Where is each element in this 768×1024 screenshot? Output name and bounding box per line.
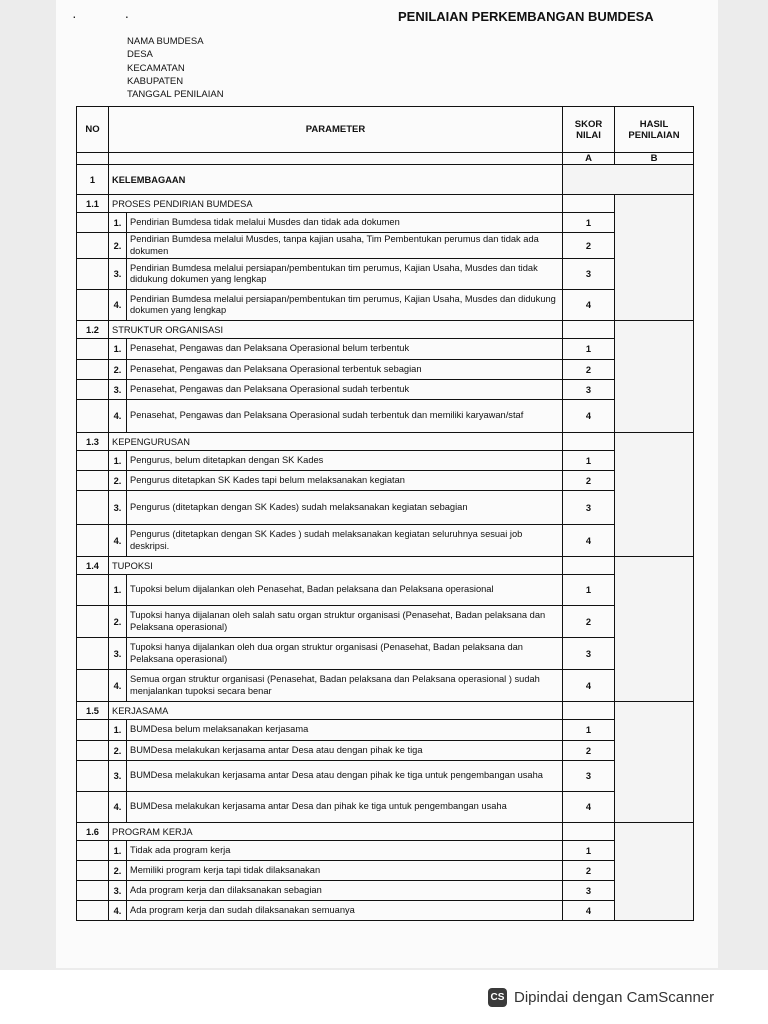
empty-cell — [563, 433, 615, 451]
code-row — [77, 153, 694, 165]
empty-cell — [77, 471, 109, 491]
score-value: 2 — [563, 471, 615, 491]
meta-field: TANGGAL PENILAIAN — [127, 89, 224, 101]
criteria-row — [77, 606, 694, 638]
criteria-row — [77, 881, 694, 901]
category-no: 1 — [77, 165, 109, 195]
item-number: 2. — [109, 471, 127, 491]
score-value: 1 — [563, 213, 615, 233]
score-value: 4 — [563, 901, 615, 921]
col-parameter-header: PARAMETER — [109, 107, 563, 153]
section-label: TUPOKSI — [109, 557, 563, 575]
criteria-row — [77, 471, 694, 491]
criteria-text: Penasehat, Pengawas dan Pelaksana Operasional sudah terbentuk dan memiliki karyawan/staf — [127, 400, 563, 433]
item-number: 1. — [109, 841, 127, 861]
item-number: 4. — [109, 670, 127, 702]
empty-cell — [77, 881, 109, 901]
empty-cell — [77, 153, 109, 165]
criteria-text: Ada program kerja dan sudah dilaksanakan semuanya — [127, 901, 563, 921]
section-label: KEPENGURUSAN — [109, 433, 563, 451]
item-number: 2. — [109, 233, 127, 259]
score-value: 4 — [563, 525, 615, 557]
section-row — [77, 557, 694, 575]
scan-marks: · · — [72, 8, 152, 24]
category-row — [77, 165, 694, 195]
criteria-row — [77, 575, 694, 606]
criteria-text: Pendirian Bumdesa melalui persiapan/pembentukan tim perumus, Kajian Usaha, Musdes dan tidak didukung dokumen yang lengkap — [127, 259, 563, 290]
criteria-row — [77, 525, 694, 557]
score-value: 2 — [563, 741, 615, 761]
criteria-row — [77, 861, 694, 881]
item-number: 1. — [109, 451, 127, 471]
empty-cell — [77, 259, 109, 290]
score-header-line: NILAI — [576, 129, 601, 141]
section-no: 1.3 — [77, 433, 109, 451]
score-value: 4 — [563, 400, 615, 433]
criteria-row — [77, 380, 694, 400]
empty-cell — [77, 233, 109, 259]
empty-cell — [77, 525, 109, 557]
item-number: 2. — [109, 741, 127, 761]
item-number: 4. — [109, 290, 127, 321]
criteria-text: BUMDesa melakukan kerjasama antar Desa dan pihak ke tiga untuk pengembangan usaha — [127, 792, 563, 823]
item-number: 3. — [109, 761, 127, 792]
criteria-text: Penasehat, Pengawas dan Pelaksana Operasional belum terbentuk — [127, 339, 563, 360]
header-row — [77, 107, 694, 153]
meta-field: KECAMATAN — [127, 62, 185, 74]
empty-cell — [77, 841, 109, 861]
result-cell — [615, 823, 694, 921]
criteria-row — [77, 901, 694, 921]
item-number: 4. — [109, 525, 127, 557]
criteria-text: Semua organ struktur organisasi (Penasehat, Badan pelaksana dan Pelaksana operasional ) sudah menjalankan tupoksi secara benar — [127, 670, 563, 702]
identity-fields — [127, 35, 224, 101]
item-number: 3. — [109, 881, 127, 901]
score-value: 1 — [563, 339, 615, 360]
criteria-text: Pengurus (ditetapkan dengan SK Kades) sudah melaksanakan kegiatan sebagian — [127, 491, 563, 525]
criteria-row — [77, 720, 694, 741]
criteria-text: Penasehat, Pengawas dan Pelaksana Operasional terbentuk sebagian — [127, 360, 563, 380]
empty-cell — [77, 861, 109, 881]
criteria-row — [77, 339, 694, 360]
criteria-text: Pengurus ditetapkan SK Kades tapi belum melaksanakan kegiatan — [127, 471, 563, 491]
empty-cell — [77, 380, 109, 400]
col-result-header — [615, 107, 694, 153]
score-value: 3 — [563, 638, 615, 670]
score-value: 1 — [563, 720, 615, 741]
criteria-text: Pendirian Bumdesa melalui Musdes, tanpa kajian usaha, Tim Pembentukan perumus dan tidak ada dokumen — [127, 233, 563, 259]
item-number: 2. — [109, 606, 127, 638]
section-no: 1.5 — [77, 702, 109, 720]
result-cell — [615, 557, 694, 702]
page-title: PENILAIAN PERKEMBANGAN BUMDESA — [398, 9, 654, 24]
score-value: 3 — [563, 881, 615, 901]
section-label: PROSES PENDIRIAN BUMDESA — [109, 195, 563, 213]
empty-cell — [563, 557, 615, 575]
item-number: 4. — [109, 792, 127, 823]
camscanner-logo: CS — [488, 988, 507, 1007]
score-value: 2 — [563, 861, 615, 881]
empty-cell — [77, 400, 109, 433]
empty-cell — [77, 720, 109, 741]
category-label: KELEMBAGAAN — [109, 165, 563, 195]
criteria-text: Memiliki program kerja tapi tidak dilaksanakan — [127, 861, 563, 881]
item-number: 4. — [109, 901, 127, 921]
score-header-line: SKOR — [574, 118, 603, 130]
item-number: 4. — [109, 400, 127, 433]
item-number: 1. — [109, 339, 127, 360]
empty-cell — [563, 321, 615, 339]
criteria-text: BUMDesa melakukan kerjasama antar Desa atau dengan pihak ke tiga — [127, 741, 563, 761]
section-label: KERJASAMA — [109, 702, 563, 720]
criteria-text: Tupoksi hanya dijalankan oleh dua organ struktur organisasi (Penasehat, Badan pelaksana dan Pelaksana operasional) — [127, 638, 563, 670]
item-number: 1. — [109, 575, 127, 606]
result-cell — [615, 321, 694, 433]
result-header-line: HASIL — [639, 118, 669, 130]
criteria-text: Pengurus, belum ditetapkan dengan SK Kades — [127, 451, 563, 471]
empty-cell — [563, 195, 615, 213]
item-number: 2. — [109, 360, 127, 380]
section-no: 1.1 — [77, 195, 109, 213]
item-number: 1. — [109, 213, 127, 233]
col-no-header: NO — [77, 107, 109, 153]
camscanner-watermark — [488, 988, 714, 1007]
score-value: 2 — [563, 606, 615, 638]
assessment-table — [76, 106, 694, 921]
criteria-row — [77, 638, 694, 670]
score-value: 1 — [563, 841, 615, 861]
empty-cell — [77, 491, 109, 525]
item-number: 3. — [109, 380, 127, 400]
criteria-row — [77, 491, 694, 525]
empty-cell — [77, 670, 109, 702]
empty-cell — [77, 339, 109, 360]
score-value: 3 — [563, 259, 615, 290]
section-label: PROGRAM KERJA — [109, 823, 563, 841]
empty-cell — [563, 823, 615, 841]
empty-cell — [77, 901, 109, 921]
empty-cell — [77, 290, 109, 321]
section-no: 1.4 — [77, 557, 109, 575]
score-code: A — [563, 153, 615, 165]
criteria-text: Pendirian Bumdesa tidak melalui Musdes dan tidak ada dokumen — [127, 213, 563, 233]
criteria-row — [77, 233, 694, 259]
criteria-text: Penasehat, Pengawas dan Pelaksana Operasional sudah terbentuk — [127, 380, 563, 400]
item-number: 2. — [109, 861, 127, 881]
criteria-row — [77, 761, 694, 792]
section-no: 1.6 — [77, 823, 109, 841]
criteria-row — [77, 741, 694, 761]
score-value: 4 — [563, 290, 615, 321]
section-row — [77, 321, 694, 339]
result-cell — [615, 702, 694, 823]
item-number: 3. — [109, 491, 127, 525]
empty-cell — [77, 575, 109, 606]
result-cell — [615, 433, 694, 557]
meta-field: KABUPATEN — [127, 75, 184, 87]
item-number: 3. — [109, 259, 127, 290]
section-row — [77, 195, 694, 213]
criteria-row — [77, 451, 694, 471]
meta-field: DESA — [127, 49, 153, 61]
score-value: 4 — [563, 670, 615, 702]
criteria-text: Pengurus (ditetapkan dengan SK Kades ) sudah melaksanakan kegiatan seluruhnya sesuai job deskripsi. — [127, 525, 563, 557]
score-value: 2 — [563, 233, 615, 259]
criteria-row — [77, 259, 694, 290]
score-value: 1 — [563, 451, 615, 471]
section-row — [77, 433, 694, 451]
watermark-text: Dipindai dengan CamScanner — [514, 989, 715, 1006]
result-code: B — [615, 153, 694, 165]
criteria-text: BUMDesa belum melaksanakan kerjasama — [127, 720, 563, 741]
criteria-row — [77, 360, 694, 380]
empty-cell — [77, 761, 109, 792]
score-value: 3 — [563, 761, 615, 792]
criteria-text: Pendirian Bumdesa melalui persiapan/pembentukan tim perumus, Kajian Usaha, Musdes dan didukung dokumen yang lengkap — [127, 290, 563, 321]
section-row — [77, 702, 694, 720]
result-cell — [615, 195, 694, 321]
col-score-header — [563, 107, 615, 153]
empty-cell — [563, 702, 615, 720]
criteria-row — [77, 290, 694, 321]
table-body — [77, 165, 694, 921]
criteria-row — [77, 841, 694, 861]
criteria-row — [77, 400, 694, 433]
score-value: 2 — [563, 360, 615, 380]
score-value: 1 — [563, 575, 615, 606]
empty-cell — [77, 741, 109, 761]
item-number: 1. — [109, 720, 127, 741]
section-row — [77, 823, 694, 841]
score-value: 4 — [563, 792, 615, 823]
criteria-row — [77, 213, 694, 233]
section-no: 1.2 — [77, 321, 109, 339]
empty-cell — [77, 360, 109, 380]
empty-cell — [77, 792, 109, 823]
empty-cell — [109, 153, 563, 165]
result-header-line: PENILAIAN — [628, 129, 680, 141]
criteria-text: Ada program kerja dan dilaksanakan sebagian — [127, 881, 563, 901]
empty-cell — [563, 165, 694, 195]
empty-cell — [77, 213, 109, 233]
empty-cell — [77, 638, 109, 670]
meta-field: NAMA BUMDESA — [127, 36, 204, 47]
empty-cell — [77, 606, 109, 638]
criteria-text: Tupoksi belum dijalankan oleh Penasehat, Badan pelaksana dan Pelaksana operasional — [127, 575, 563, 606]
criteria-text: Tupoksi hanya dijalanan oleh salah satu organ struktur organisasi (Penasehat, Badan pelaksana dan Pelaksana operasional) — [127, 606, 563, 638]
criteria-text: BUMDesa melakukan kerjasama antar Desa atau dengan pihak ke tiga untuk pengembangan usaha — [127, 761, 563, 792]
score-value: 3 — [563, 491, 615, 525]
section-label: STRUKTUR ORGANISASI — [109, 321, 563, 339]
empty-cell — [77, 451, 109, 471]
criteria-text: Tidak ada program kerja — [127, 841, 563, 861]
criteria-row — [77, 792, 694, 823]
criteria-row — [77, 670, 694, 702]
score-value: 3 — [563, 380, 615, 400]
item-number: 3. — [109, 638, 127, 670]
